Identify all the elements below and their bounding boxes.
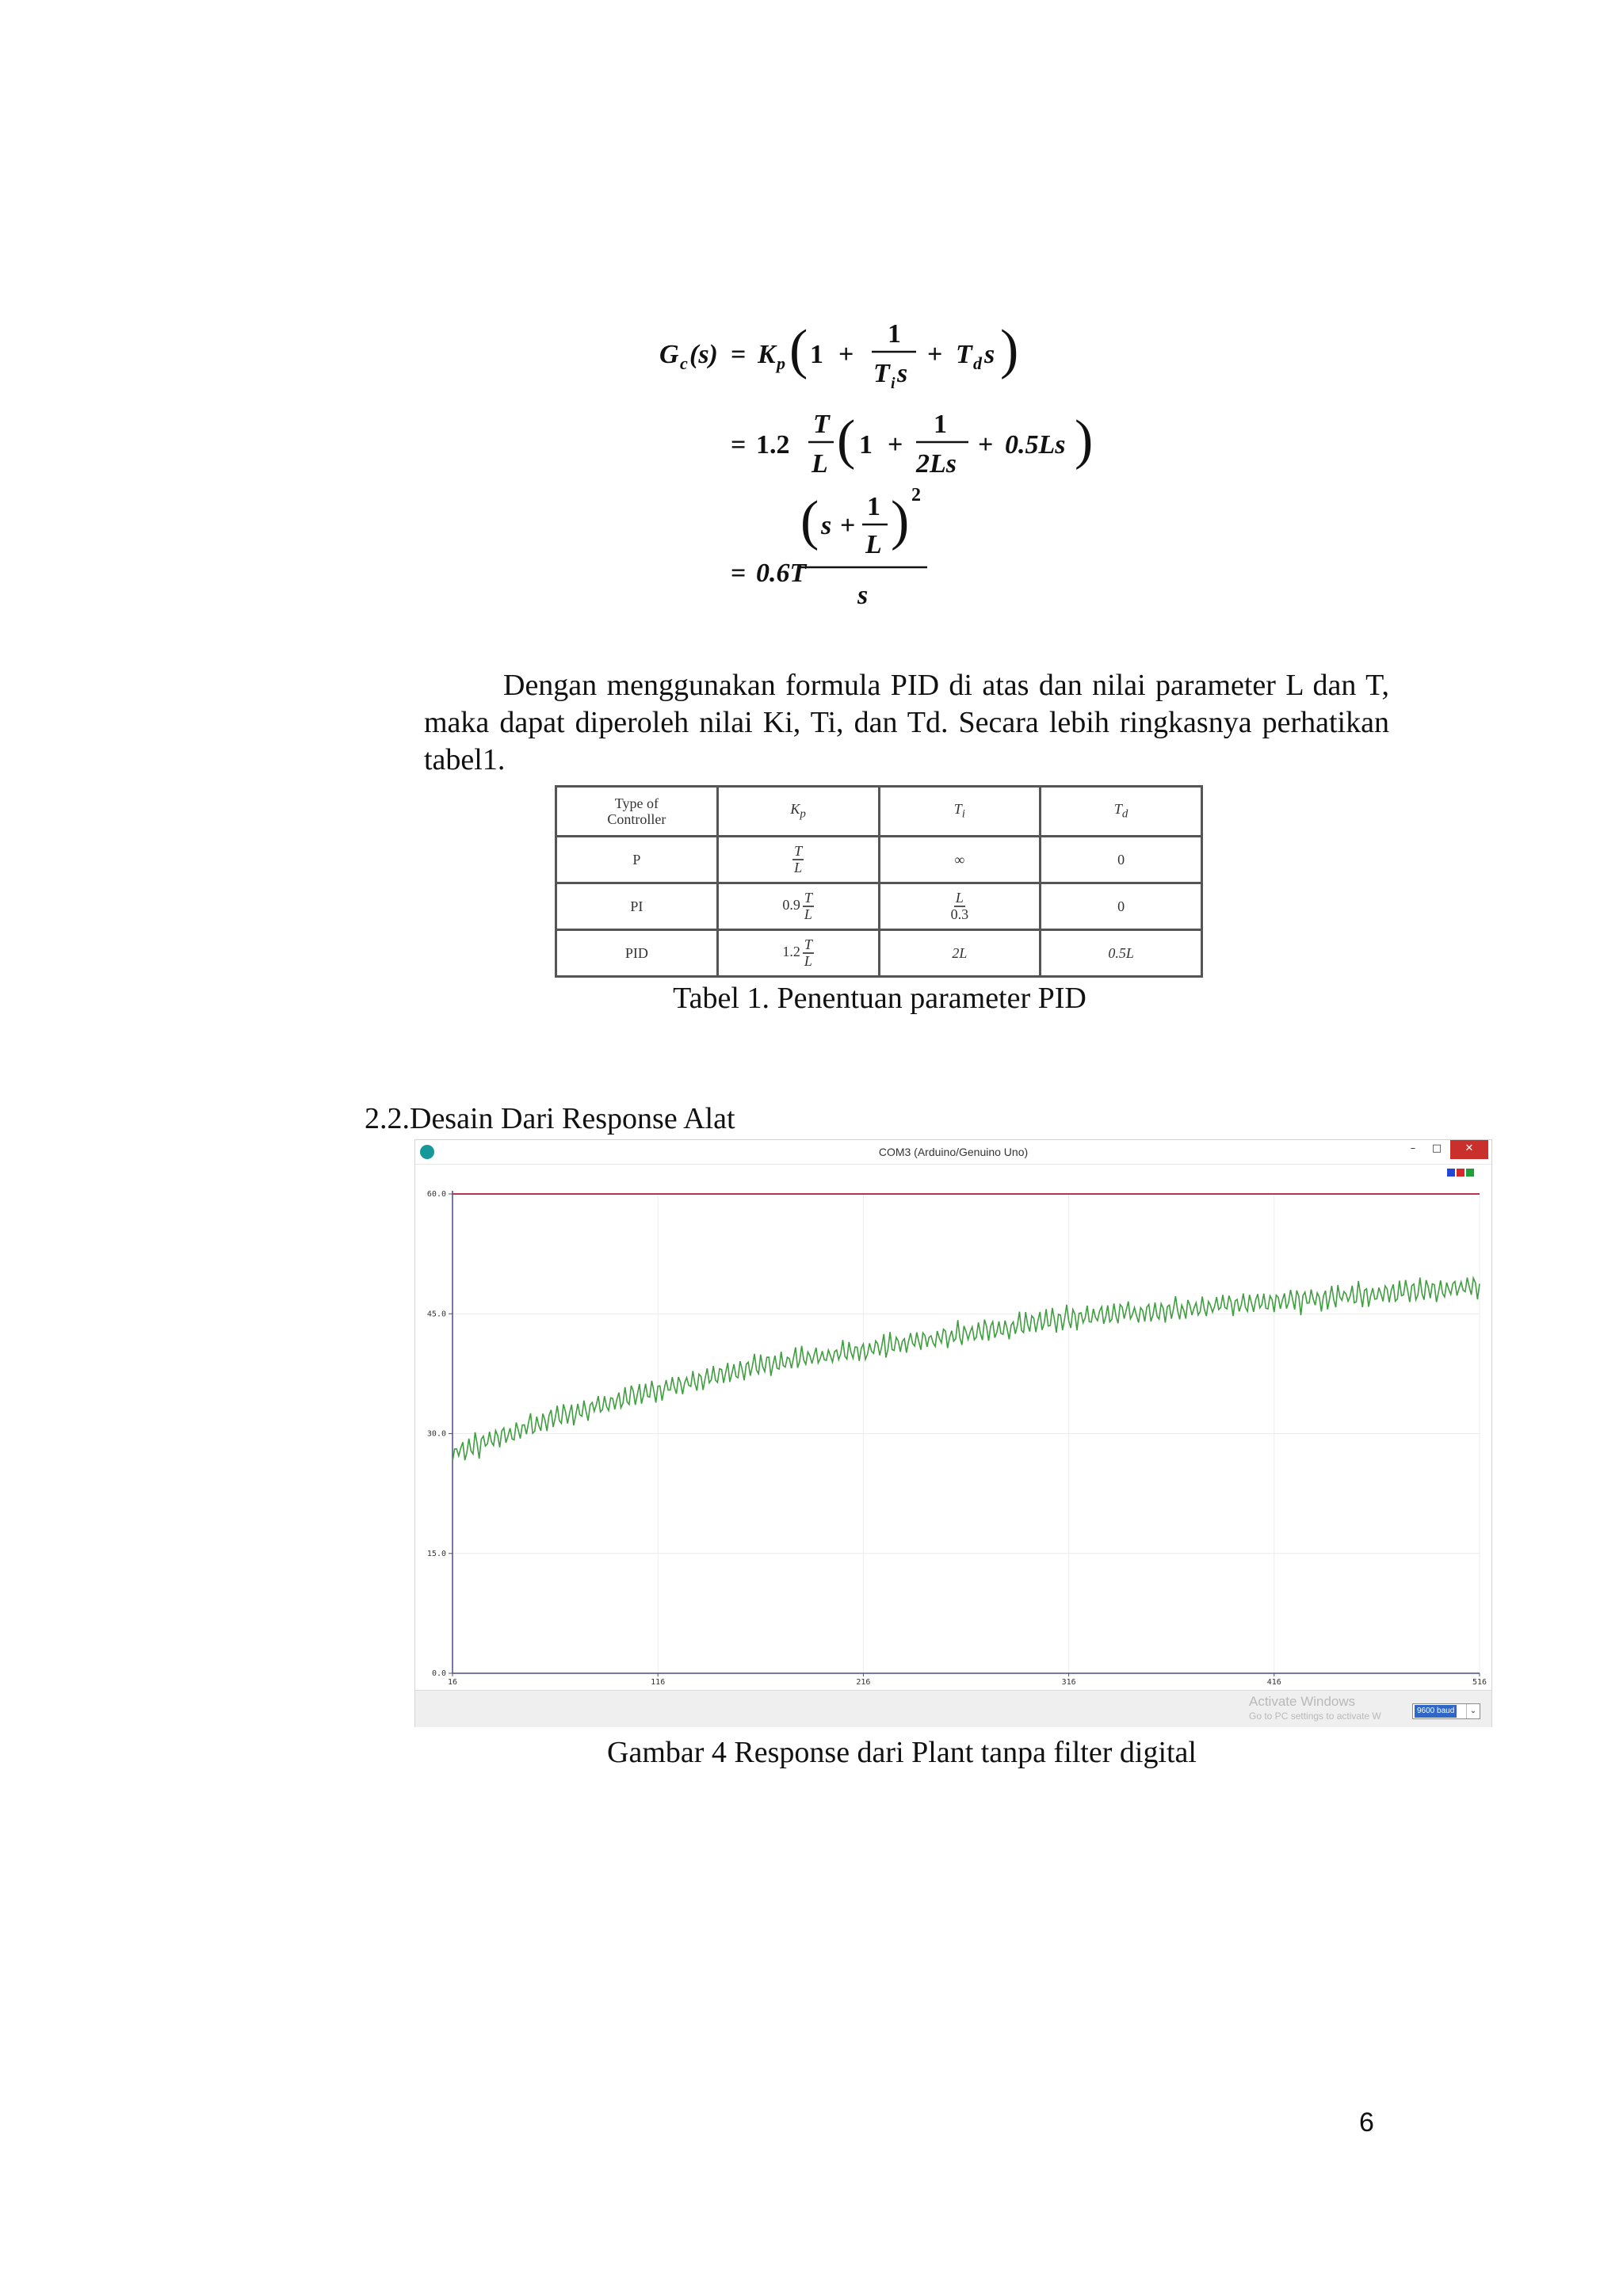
header-td-sub: d (1121, 807, 1128, 821)
header-ti (879, 787, 1041, 837)
kp-num-pi: T (804, 890, 812, 906)
kp-den-pid: L (804, 953, 812, 969)
eq-plus-5: + (840, 511, 856, 540)
x-tick-label-4: 416 (1266, 1678, 1281, 1687)
y-tick-label-1: 15.0 (426, 1549, 446, 1558)
eq-kp-sub: p (777, 353, 785, 373)
page-number: 6 (1359, 2107, 1374, 2138)
eq-paren-open-2: ( (837, 410, 856, 471)
kp-coef-pid: 1.2 (782, 944, 800, 960)
activate-windows-hint: Go to PC settings to activate W (1249, 1711, 1381, 1722)
section-heading: 2.2.Desain Dari Response Alat (365, 1102, 735, 1135)
maximize-button[interactable]: □ (1431, 1142, 1442, 1154)
y-tick-label-4: 60.0 (426, 1190, 446, 1199)
eq-frac1-ti-sub: i (891, 375, 896, 392)
eq-one-1: 1 (810, 340, 823, 369)
plotter-bottom-bar (415, 1690, 1491, 1727)
header-ti-symbol: T (953, 801, 962, 818)
ti-num-pi: L (955, 890, 964, 906)
activate-windows-watermark (1249, 1694, 1381, 1722)
body-paragraph (424, 667, 1389, 779)
header-kp (717, 787, 879, 837)
pid-equation-svg (658, 317, 1102, 626)
y-tick-label-3: 45.0 (426, 1310, 446, 1319)
cell-kp-pi (717, 883, 879, 930)
eq-frac2-den: L (812, 449, 828, 479)
kp-fraction-pi (803, 891, 814, 922)
eq-equals-2: = (731, 430, 747, 460)
x-tick-label-1: 116 (651, 1678, 666, 1687)
eq-frac1-num: 1 (888, 319, 901, 349)
eq-equals-1: = (731, 340, 747, 369)
kp-num-p: T (794, 843, 803, 859)
eq-kp: K (758, 340, 776, 369)
eq-one-2: 1 (859, 430, 873, 460)
header-kp-sub: p (800, 807, 806, 821)
eq-plus-3: + (888, 430, 903, 460)
eq-paren-close-3: ) (891, 490, 910, 551)
table-row-p (556, 837, 1202, 883)
ti-den-pi: 0.3 (950, 906, 969, 922)
x-tick-label-3: 316 (1061, 1678, 1076, 1687)
header-ti-sub: i (961, 807, 965, 821)
eq-gc-arg: (s) (689, 340, 718, 369)
cell-type-pid: PID (556, 930, 718, 977)
cell-td-p: 0 (1041, 837, 1202, 883)
eq-frac2-num: T (813, 410, 830, 439)
cell-kp-pid (717, 930, 879, 977)
kp-den-pi: L (804, 906, 812, 922)
eq-coef-3: 0.6T (756, 559, 807, 588)
minimize-button[interactable]: – (1410, 1142, 1416, 1154)
cell-ti-pi (879, 883, 1041, 930)
cell-td-pid: 0.5L (1041, 930, 1202, 977)
eq-frac3-den: 2Ls (916, 449, 957, 479)
cell-type-pi: PI (556, 883, 718, 930)
eq-frac1-s: s (897, 359, 908, 388)
serial-plot-chart (415, 1140, 1491, 1690)
eq-equals-3: = (731, 559, 747, 588)
eq-paren-open-1: ( (789, 319, 808, 380)
baud-rate-select[interactable] (1412, 1703, 1480, 1719)
cell-ti-pid: 2L (879, 930, 1041, 977)
eq-term2: 0.5Ls (1005, 430, 1066, 460)
eq-plus-1: + (838, 340, 854, 369)
baud-rate-value: 9600 baud (1415, 1705, 1457, 1718)
header-type (556, 787, 718, 837)
y-tick-label-2: 30.0 (426, 1429, 446, 1439)
eq-exp: 2 (911, 485, 921, 505)
ti-fraction-pi (951, 891, 969, 922)
eq-paren-open-3: ( (800, 490, 819, 551)
header-td-symbol: T (1113, 801, 1122, 818)
kp-num-pid: T (804, 936, 812, 952)
eq-td-sub: d (973, 353, 982, 373)
table-row-pid (556, 930, 1202, 977)
cell-td-pi: 0 (1041, 883, 1202, 930)
eq-plus-4: + (978, 430, 994, 460)
header-kp-symbol: K (790, 801, 800, 818)
eq-frac5-den: L (865, 530, 882, 559)
table-header-row (556, 787, 1202, 837)
activate-windows-title: Activate Windows (1249, 1694, 1356, 1709)
x-tick-label-0: 16 (447, 1678, 458, 1687)
eq-td-s: s (984, 340, 995, 369)
x-tick-label-5: 516 (1472, 1678, 1487, 1687)
cell-ti-p: ∞ (879, 837, 1041, 883)
eq-frac3-num: 1 (934, 410, 947, 439)
kp-coef-pi: 0.9 (782, 897, 800, 913)
serial-plotter-window (414, 1139, 1492, 1727)
header-type-line2: Controller (607, 810, 666, 827)
eq-frac5-num: 1 (867, 492, 880, 521)
x-tick-label-2: 216 (856, 1678, 871, 1687)
pid-parameter-table (555, 785, 1203, 978)
eq-paren-close-1: ) (1000, 319, 1019, 380)
pid-equation (658, 317, 1102, 626)
figure-caption: Gambar 4 Response dari Plant tanpa filter digital (607, 1736, 1197, 1769)
eq-frac4-den: s (857, 581, 869, 610)
kp-den-p: L (794, 860, 803, 875)
eq-plus-2: + (927, 340, 943, 369)
table-row-pi (556, 883, 1202, 930)
header-type-line1: Type of (614, 795, 659, 811)
header-td (1041, 787, 1202, 837)
eq-frac4-s: s (821, 511, 832, 540)
y-tick-label-0: 0.0 (431, 1669, 446, 1678)
chevron-down-icon[interactable]: ⌄ (1466, 1704, 1480, 1718)
cell-type-p: P (556, 837, 718, 883)
window-title: COM3 (Arduino/Genuino Uno) (878, 1146, 1029, 1158)
cell-kp-p (717, 837, 879, 883)
kp-fraction-pid (803, 937, 814, 969)
close-button[interactable]: ✕ (1450, 1140, 1488, 1159)
eq-paren-close-2: ) (1075, 410, 1094, 471)
table-caption: Tabel 1. Penentuan parameter PID (673, 982, 1086, 1015)
eq-coef-2: 1.2 (756, 430, 790, 460)
eq-frac1-ti: T (873, 359, 890, 388)
kp-fraction-p (792, 844, 804, 875)
eq-gc: G (659, 340, 679, 369)
eq-td: T (956, 340, 972, 369)
paragraph-text: Dengan menggunakan formula PID di atas dan nilai parameter L dan T, maka dapat diperoleh nilai Ki, Ti, dan Td. Secara lebih ringkasnya perhatikan tabel1. (424, 669, 1389, 776)
eq-gc-sub: c (680, 353, 688, 373)
